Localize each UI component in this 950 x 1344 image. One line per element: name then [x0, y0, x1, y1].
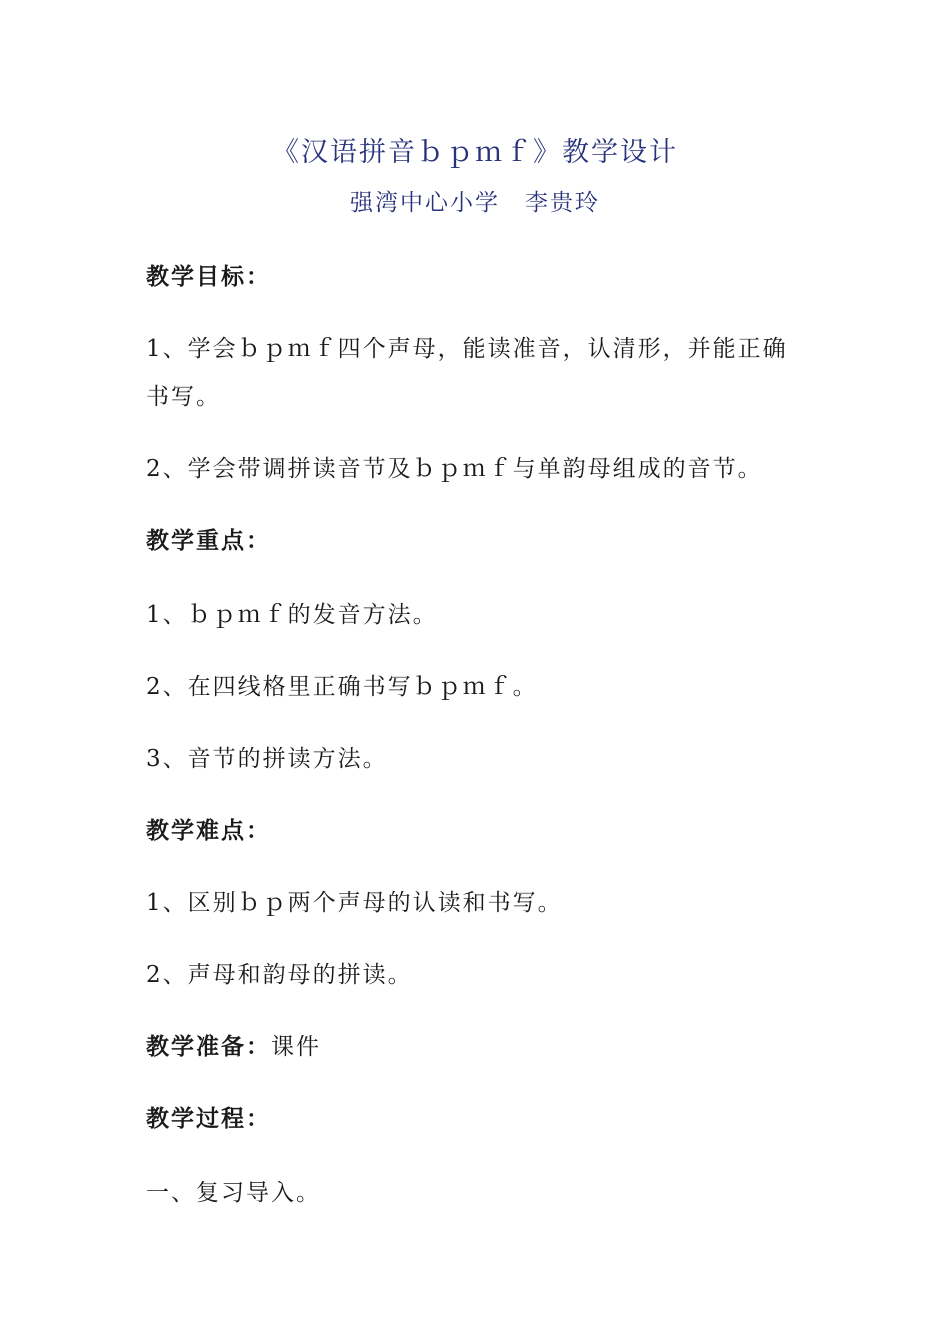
document-author: 强湾中心小学 李贵玲 — [350, 190, 600, 216]
goal-2: 2、学会带调拼读音节及ｂｐｍｆ与单韵母组成的音节。 — [146, 456, 763, 482]
difficult-point-1: 1、区别ｂｐ两个声母的认读和书写。 — [146, 890, 563, 916]
goal-1-line-1: 1、学会ｂｐｍｆ四个声母，能读准音，认清形，并能正确 — [146, 336, 788, 362]
difficult-point-2: 2、声母和韵母的拼读。 — [146, 962, 413, 988]
goals-heading: 教学目标： — [146, 263, 271, 290]
preparation-heading: 教学准备： — [146, 1033, 271, 1060]
process-step-1: 一、复习导入。 — [146, 1180, 321, 1206]
document-title: 《汉语拼音ｂｐｍｆ》教学设计 — [272, 137, 678, 168]
preparation-value: 课件 — [271, 1034, 321, 1060]
preparation-line — [146, 1028, 806, 1061]
process-heading: 教学过程： — [146, 1105, 271, 1132]
key-point-2: 2、在四线格里正确书写ｂｐｍｆ。 — [146, 674, 538, 700]
goal-1-line-2: 书写。 — [146, 384, 221, 410]
difficult-points-heading: 教学难点： — [146, 817, 271, 844]
key-points-heading: 教学重点： — [146, 527, 271, 554]
key-point-1: 1、ｂｐｍｆ的发音方法。 — [146, 602, 438, 628]
key-point-3: 3、音节的拼读方法。 — [146, 746, 388, 772]
